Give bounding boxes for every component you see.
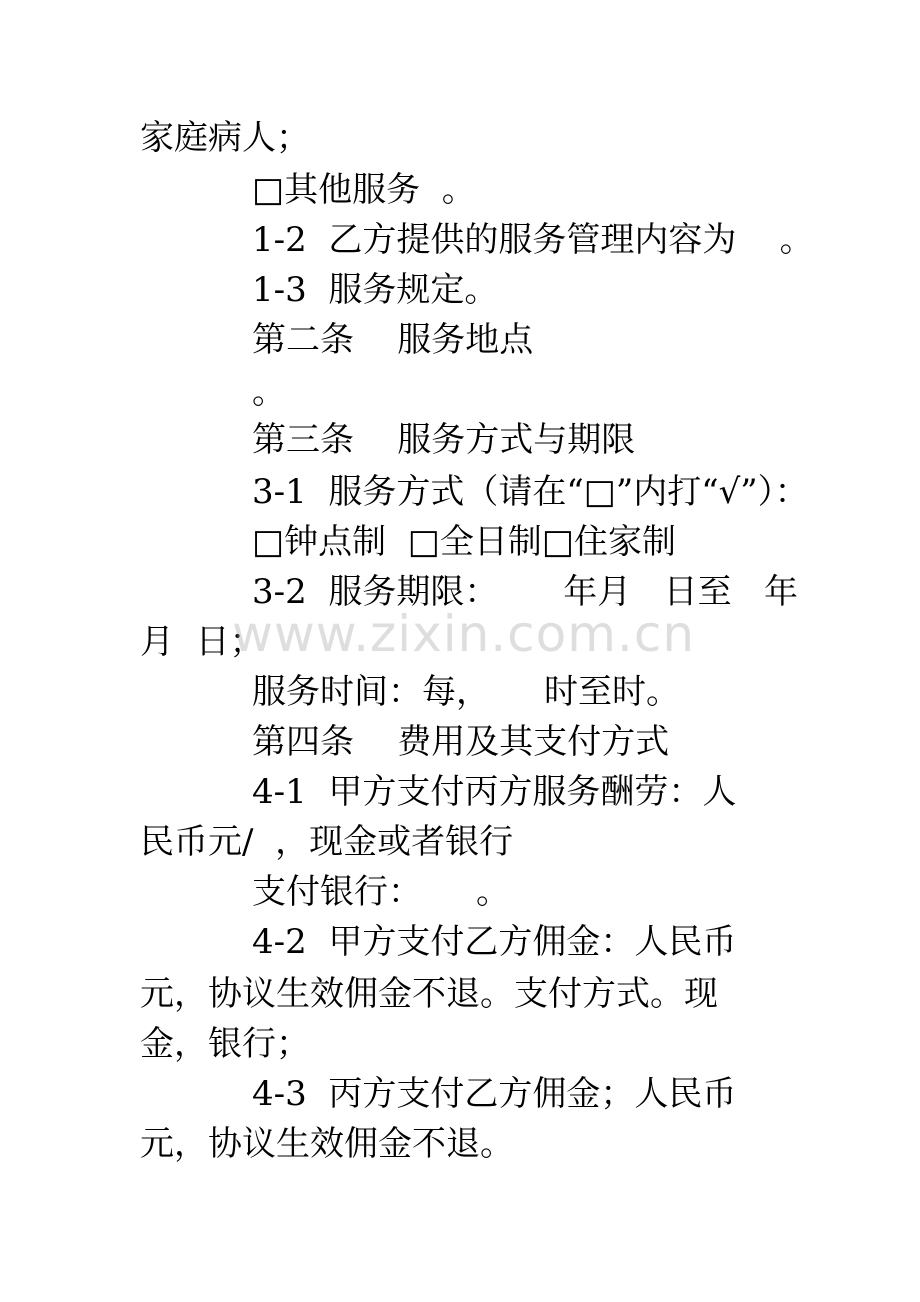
text-line: 元，协议生效佣金不退。支付方式。现 [140,974,718,1014]
text-line: 3-1 服务方式（请在“□”内打“√”）： [252,472,809,512]
text-line: 元，协议生效佣金不退。 [140,1124,514,1164]
section-heading: 第四条 费用及其支付方式 [252,722,670,762]
text-line: □其他服务 。 [252,170,476,210]
text-line: 4-3 丙方支付乙方佣金；人民币 [252,1074,737,1114]
text-line: 1-3 服务规定。 [252,270,499,310]
text-line: 。 [252,372,286,412]
text-line: 服务时间：每， 时至时。 [252,672,681,712]
text-line: 金，银行； [140,1024,310,1064]
text-line: □钟点制 □全日制□住家制 [252,522,676,562]
text-line: 1-2 乙方提供的服务管理内容为 。 [252,220,814,260]
watermark: www.zixin.com.cn [232,605,696,663]
section-heading: 第二条 服务地点 [252,320,534,360]
text-line: 支付银行： 。 [252,872,511,912]
text-line: 4-2 甲方支付乙方佣金：人民币 [252,922,737,962]
text-line: 民币元/ ，现金或者银行 [140,822,514,862]
text-line: 月 日； [140,622,264,662]
section-heading: 第三条 服务方式与期限 [252,420,636,460]
text-line: 4-1 甲方支付丙方服务酬劳：人 [252,772,737,812]
text-line: 家庭病人； [140,118,310,158]
text-line: 3-2 服务期限： 年月 日至 年 [252,572,799,612]
